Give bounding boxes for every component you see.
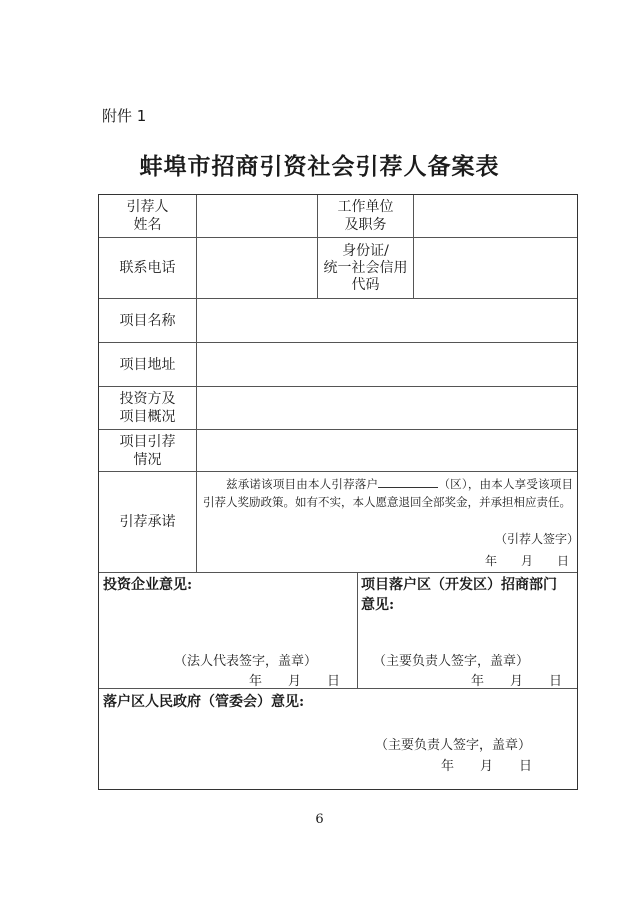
id-field[interactable] <box>414 238 577 298</box>
investor-overview-label: 投资方及 项目概况 <box>119 391 176 425</box>
project-name-field[interactable] <box>197 299 577 342</box>
referral-situation-field[interactable] <box>197 430 577 471</box>
district-blank[interactable] <box>378 475 438 488</box>
government-signature: （主要负责人签字，盖章） <box>375 738 532 753</box>
pledge-text: 兹承诺该项目由本人引荐落户 （区），由本人享受该项目引荐人奖励政策。如有不实，本人愿意退回全部奖金，并承担相应责任。 <box>203 477 574 509</box>
project-name-label: 项目名称 <box>119 312 176 329</box>
government-date: 年 月 日 <box>441 759 533 774</box>
enterprise-opinion-label: 投资企业意见: <box>103 577 193 593</box>
district-dept-opinion-label: 项目落户区（开发区）招商部门 意见: <box>361 577 557 613</box>
pledge-signature: （引荐人签字） <box>495 532 580 546</box>
enterprise-signature: （法人代表签字，盖章） <box>174 654 318 669</box>
phone-label: 联系电话 <box>119 260 176 276</box>
page-number: 6 <box>315 812 324 827</box>
col-divider <box>357 572 358 688</box>
district-dept-date: 年 月 日 <box>471 674 563 689</box>
phone-field[interactable] <box>197 238 317 298</box>
page-title: 蚌埠市招商引资社会引荐人备案表 <box>139 153 500 180</box>
project-address-field[interactable] <box>197 343 577 386</box>
government-opinion-label: 落户区人民政府（管委会）意见: <box>103 694 305 710</box>
enterprise-date: 年 月 日 <box>249 674 341 689</box>
referrer-name-label: 引荐人 姓名 <box>126 199 169 233</box>
work-unit-label: 工作单位 及职务 <box>337 199 394 233</box>
pledge-date: 年 月 日 <box>485 554 570 568</box>
project-address-label: 项目地址 <box>119 356 176 373</box>
referral-situation-label: 项目引荐 情况 <box>119 433 176 468</box>
referrer-name-field[interactable] <box>197 195 317 237</box>
pledge-label: 引荐承诺 <box>119 514 176 530</box>
district-dept-signature: （主要负责人签字，盖章） <box>373 654 530 669</box>
registration-form-table <box>98 194 578 790</box>
investor-overview-field[interactable] <box>197 387 577 429</box>
attachment-label: 附件 1 <box>102 107 147 125</box>
id-label: 身份证/ 统一社会信用 代码 <box>323 242 408 293</box>
work-unit-field[interactable] <box>414 195 577 237</box>
row-divider <box>99 572 577 573</box>
